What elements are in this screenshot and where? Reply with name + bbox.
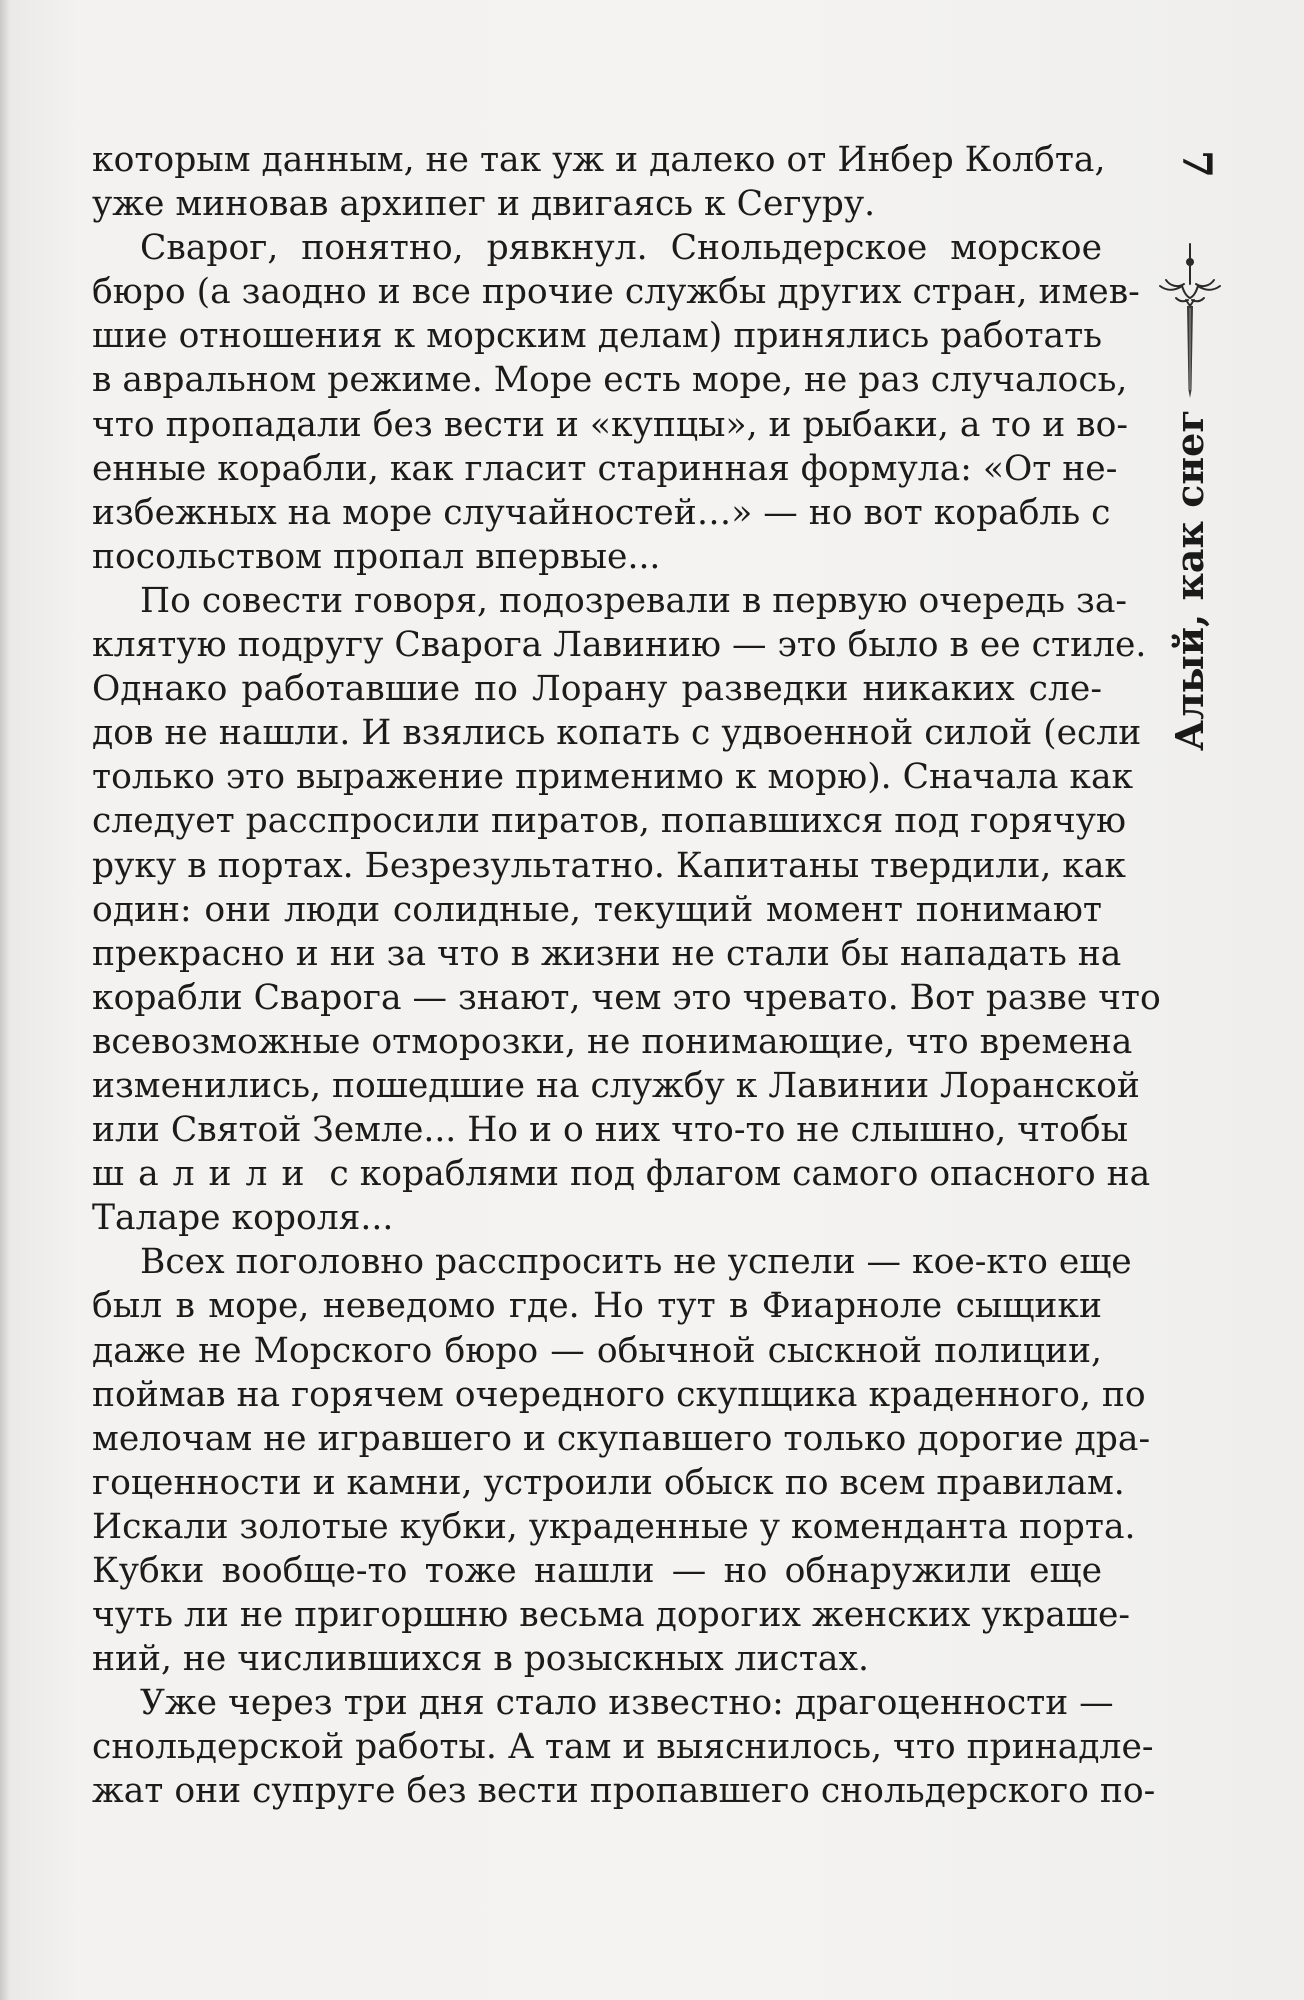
text-line-22: изменились, пошедшие на службу к Лавинии Лоранской [92, 1065, 1140, 1106]
text-line-35: ний, не числившихся в розыскных листах. [92, 1639, 869, 1680]
text-line-13: Однако работавшие по Лорану разведки никаких сле- [92, 669, 1102, 710]
text-line-16: следует расспросили пиратов, попавшихся под горячую [92, 801, 1127, 842]
dagger-ornament-icon [1152, 240, 1228, 400]
text-line-4: бюро (а заодно и все прочие службы других стран, имев- [92, 272, 1140, 313]
text-line-25: Таларе короля... [92, 1198, 394, 1239]
text-line-30: мелочам не игравшего и скупавшего только дорогие дра- [92, 1418, 1151, 1459]
text-line-14: дов не нашли. И взялись копать с удвоенной силой (если [92, 713, 1142, 754]
text-line-1: которым данным, не так уж и далеко от Инбер Колбта, [92, 140, 1106, 180]
text-line-28: даже не Морского бюро — обычной сыскной полиции, [92, 1330, 1102, 1371]
text-line-36: Уже через три дня стало известно: драгоценности — [140, 1683, 1114, 1724]
spaced-line-rest: с кораблями под флагом самого опасного на [318, 1154, 1151, 1195]
text-line-9: избежных на море случайностей…» — но вот корабль с [92, 492, 1111, 533]
text-line-34: чуть ли не пригоршню весьма дорогих женских украше- [92, 1595, 1131, 1636]
running-title-text: Алый, как снег [1167, 409, 1212, 751]
text-line-31: гоценности и камни, устроили обыск по всем правилам. [92, 1462, 1125, 1503]
text-line-7: что пропадали без вести и «купцы», и рыбаки, а то и во- [92, 404, 1129, 445]
text-line-26: Всех поголовно расспросить не успели — кое-кто еще [140, 1242, 1132, 1283]
text-line-20: корабли Сварога — знают, чем это чревато. Вот разве что [92, 977, 1161, 1018]
text-line-29: поймав на горячем очередного скупщика краденного, по [92, 1374, 1146, 1415]
text-line-2: уже миновав архипег и двигаясь к Сегуру. [92, 184, 876, 225]
text-line-11: По совести говоря, подозревали в первую очередь за- [140, 580, 1128, 621]
text-line-8: енные корабли, как гласит старинная формула: «От не- [92, 448, 1118, 489]
text-line-17: руку в портах. Безрезультатно. Капитаны твердили, как [92, 845, 1126, 886]
text-line-19: прекрасно и ни за что в жизни не стали бы нападать на [92, 933, 1122, 974]
text-line-10: посольством пропал впервые... [92, 536, 661, 577]
binding-shadow [0, 0, 10, 2000]
body-text [92, 138, 1161, 1814]
text-line-3: Сварог, понятно, рявкнул. Снольдерское морское [140, 228, 1102, 269]
text-line-24 [92, 1152, 1151, 1196]
text-line-5: шие отношения к морским делам) принялись работать [92, 316, 1102, 357]
text-line-27: был в море, неведомо где. Но тут в Фиарноле сыщики [92, 1286, 1102, 1327]
text-line-12: клятую подругу Сварога Лавинию — это было в ее стиле. [92, 625, 1147, 666]
spaced-emphasis: шалили [92, 1154, 319, 1195]
text-line-6: в авральном режиме. Море есть море, не раз случалось, [92, 360, 1128, 401]
text-line-32: Искали золотые кубки, украденные у коменданта порта. [92, 1506, 1136, 1547]
text-line-37: снольдерской работы. А там и выяснилось, что принадле- [92, 1727, 1154, 1768]
text-line-33: Кубки вообще-то тоже нашли — но обнаружили еще [92, 1551, 1102, 1591]
text-line-15: только это выражение применимо к морю). Сначала как [92, 757, 1134, 798]
text-line-18: один: они люди солидные, текущий момент понимают [92, 889, 1102, 930]
page-number: 7 [1173, 150, 1220, 178]
text-line-21: всевозможные отморозки, не понимающие, что времена [92, 1021, 1133, 1062]
text-line-38: жат они супруге без вести пропавшего снольдерского по- [92, 1771, 1156, 1812]
text-line-23: или Святой Земле... Но и о них что-то не слышно, чтобы [92, 1110, 1129, 1151]
